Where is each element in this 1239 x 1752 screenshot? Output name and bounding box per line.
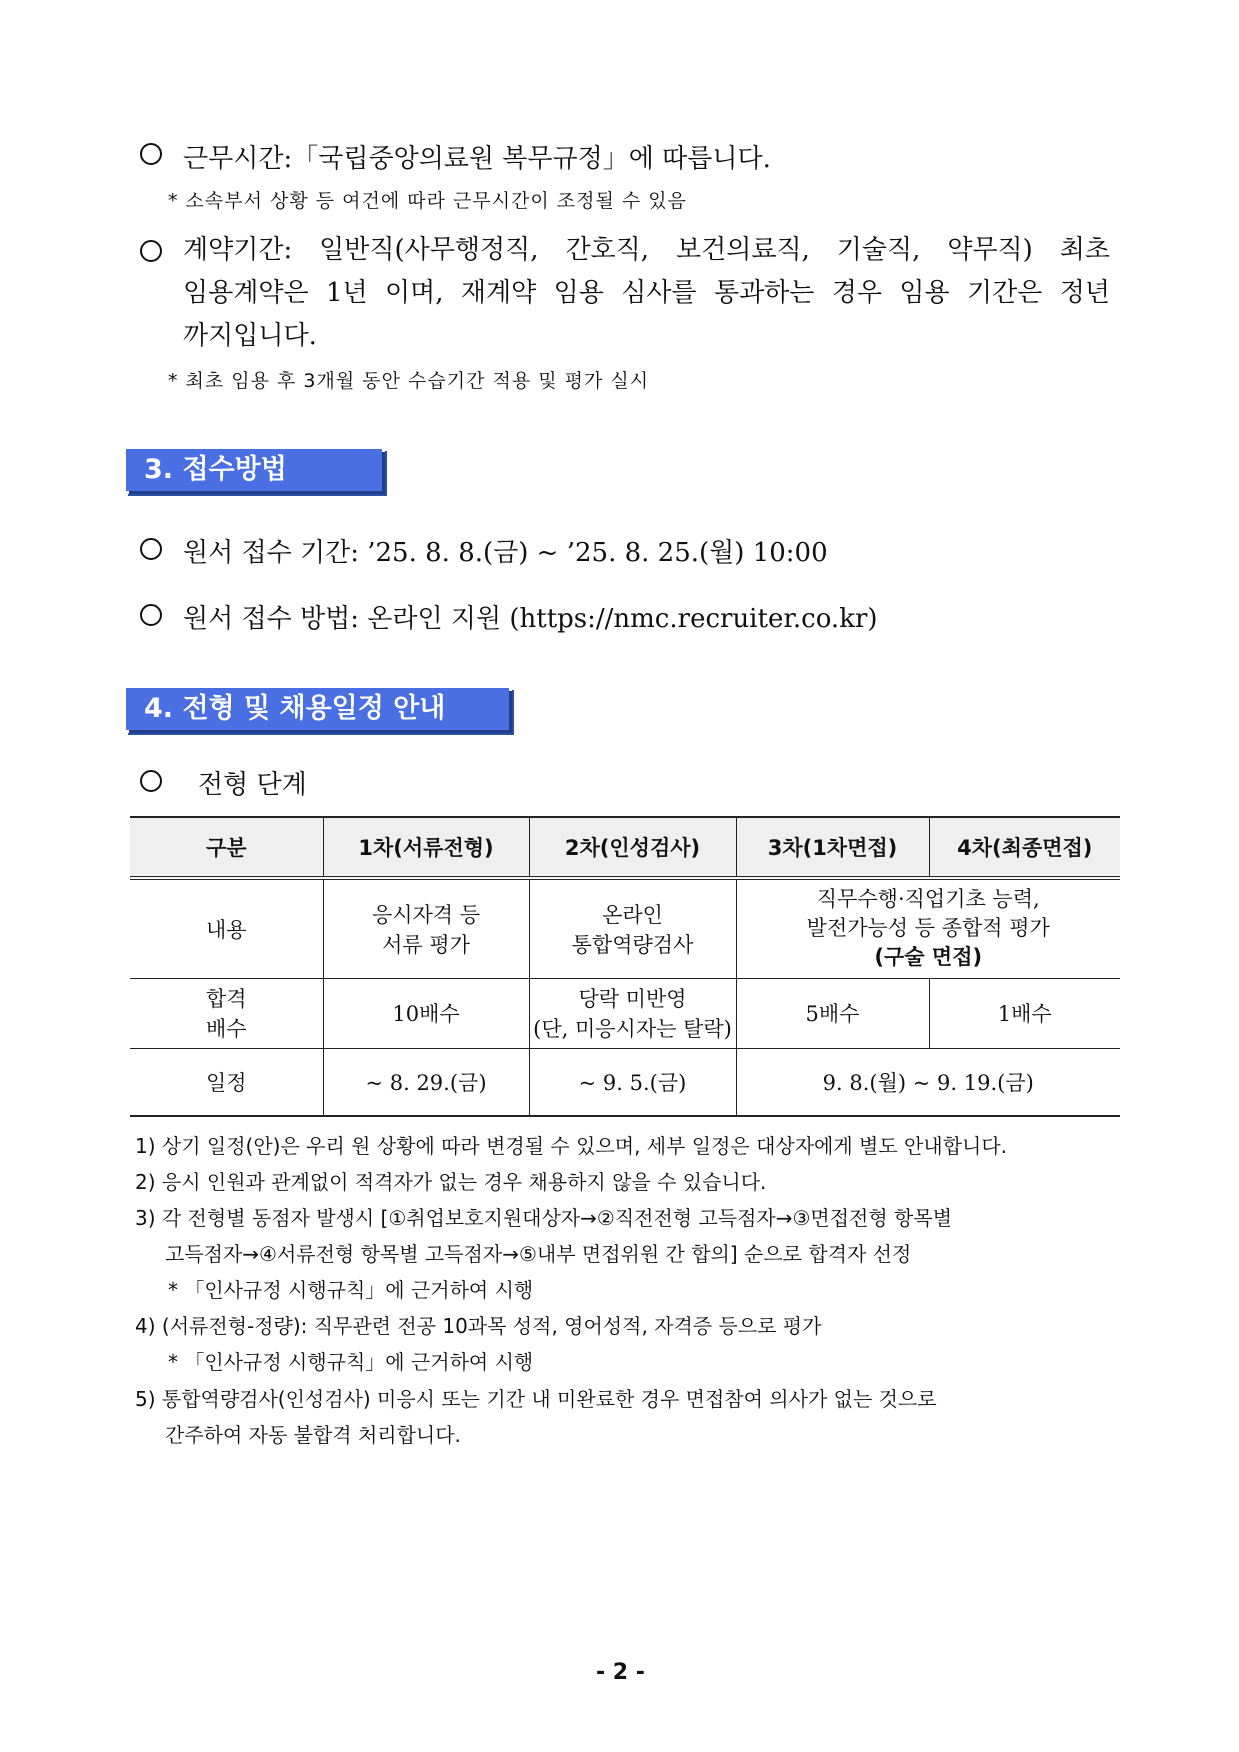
table-row-pass-ratio — [130, 978, 1120, 1048]
footnote-5-line-1: 5) 통합역량검사(인성검사) 미응시 또는 기간 내 미완료한 경우 면접참여 의사가 없는 것으로 — [135, 1387, 937, 1411]
footnote-3-line-2: 고득점자→④서류전형 항목별 고득점자→⑤내부 면접위원 간 합의] 순으로 합격자 선정 — [165, 1242, 912, 1266]
content-stage-3-line-2: 발전가능성 등 종합적 평가 — [806, 916, 1050, 941]
row-label-content: 내용 — [130, 878, 323, 978]
schedule-stage-2: ~ 9. 5.(금) — [529, 1048, 736, 1116]
content-stage-3-line-1: 직무수행·직업기초 능력, — [816, 887, 1040, 912]
header-stage-3: 3차(1차면접) — [736, 817, 929, 878]
header-category: 구분 — [130, 817, 323, 878]
content-stage-1 — [323, 878, 529, 978]
bullet-circle-icon — [140, 143, 162, 165]
contract-line-1: 계약기간: 일반직(사무행정직, 간호직, 보건의료직, 기술직, 약무직) 최초 — [183, 235, 1110, 265]
page-number: - 2 - — [596, 1660, 645, 1685]
bullet-circle-icon — [140, 240, 162, 262]
section-3-heading: 3. 접수방법 — [126, 449, 382, 491]
pass-stage-1: 10배수 — [323, 978, 529, 1048]
bullet-circle-icon — [140, 770, 162, 792]
application-method: 원서 접수 방법: 온라인 지원 (https://nmc.recruiter.co.kr) — [183, 604, 878, 634]
footnote-5-line-2: 간주하여 자동 불합격 처리합니다. — [165, 1423, 461, 1447]
work-hours-note: * 소속부서 상황 등 여건에 따라 근무시간이 조정될 수 있음 — [168, 190, 687, 212]
contract-line-2: 임용계약은 1년 이며, 재계약 임용 심사를 통과하는 경우 임용 기간은 정년 — [183, 278, 1110, 308]
schedule-stage-1: ~ 8. 29.(금) — [323, 1048, 529, 1116]
header-stage-4: 4차(최종면접) — [929, 817, 1120, 878]
footnote-3-line-1: 3) 각 전형별 동점자 발생시 [①취업보호지원대상자→②직전전형 고득점자→③면접전형 항목별 — [135, 1206, 953, 1230]
content-stage-2-line-2: 통합역량검사 — [571, 932, 694, 957]
contract-line-3: 까지입니다. — [183, 321, 317, 351]
contract-note: * 최초 임용 후 3개월 동안 수습기간 적용 및 평가 실시 — [168, 370, 650, 392]
contract-paragraph — [183, 229, 1110, 358]
content-stage-2-line-1: 온라인 — [602, 902, 663, 927]
pass-stage-2-line-1: 당락 미반영 — [578, 987, 687, 1011]
row-label-schedule: 일정 — [130, 1048, 323, 1116]
table-row-schedule — [130, 1048, 1120, 1116]
footnote-1: 1) 상기 일정(안)은 우리 원 상황에 따라 변경될 수 있으며, 세부 일정은 대상자에게 별도 안내합니다. — [135, 1134, 1008, 1158]
table-row-content — [130, 878, 1120, 978]
row-label-pass-line-1: 합격 — [205, 987, 247, 1011]
row-label-pass-ratio — [130, 978, 323, 1048]
selection-schedule-table — [130, 816, 1120, 1117]
pass-stage-3: 5배수 — [736, 978, 929, 1048]
schedule-stage-3-4: 9. 8.(월) ~ 9. 19.(금) — [736, 1048, 1120, 1116]
content-stage-3-4 — [736, 878, 1120, 978]
footnote-2: 2) 응시 인원과 관계없이 적격자가 없는 경우 채용하지 않을 수 있습니다. — [135, 1170, 767, 1194]
content-stage-2 — [529, 878, 736, 978]
row-label-pass-line-2: 배수 — [205, 1017, 247, 1041]
content-stage-3-line-3: (구술 면접) — [874, 945, 983, 970]
footnote-3-note: * 「인사규정 시행규칙」에 근거하여 시행 — [168, 1278, 534, 1302]
table-header-row — [130, 817, 1120, 878]
work-hours-text: 근무시간:「국립중앙의료원 복무규정」에 따릅니다. — [183, 144, 771, 174]
pass-stage-2 — [529, 978, 736, 1048]
header-stage-2: 2차(인성검사) — [529, 817, 736, 878]
content-stage-1-line-2: 서류 평가 — [382, 932, 470, 957]
application-period: 원서 접수 기간: ’25. 8. 8.(금) ~ ’25. 8. 25.(월) 10:00 — [183, 538, 828, 568]
footnote-4: 4) (서류전형-정량): 직무관련 전공 10과목 성적, 영어성적, 자격증 등으로 평가 — [135, 1314, 822, 1338]
header-stage-1: 1차(서류전형) — [323, 817, 529, 878]
content-stage-1-line-1: 응시자격 등 — [371, 902, 481, 927]
section-4-heading: 4. 전형 및 채용일정 안내 — [126, 688, 509, 730]
pass-stage-4: 1배수 — [929, 978, 1120, 1048]
footnote-4-note: * 「인사규정 시행규칙」에 근거하여 시행 — [168, 1350, 534, 1374]
bullet-circle-icon — [140, 538, 162, 560]
bullet-circle-icon — [140, 604, 162, 626]
pass-stage-2-line-2: (단, 미응시자는 탈락) — [533, 1017, 732, 1041]
selection-stage-label: 전형 단계 — [198, 770, 307, 800]
